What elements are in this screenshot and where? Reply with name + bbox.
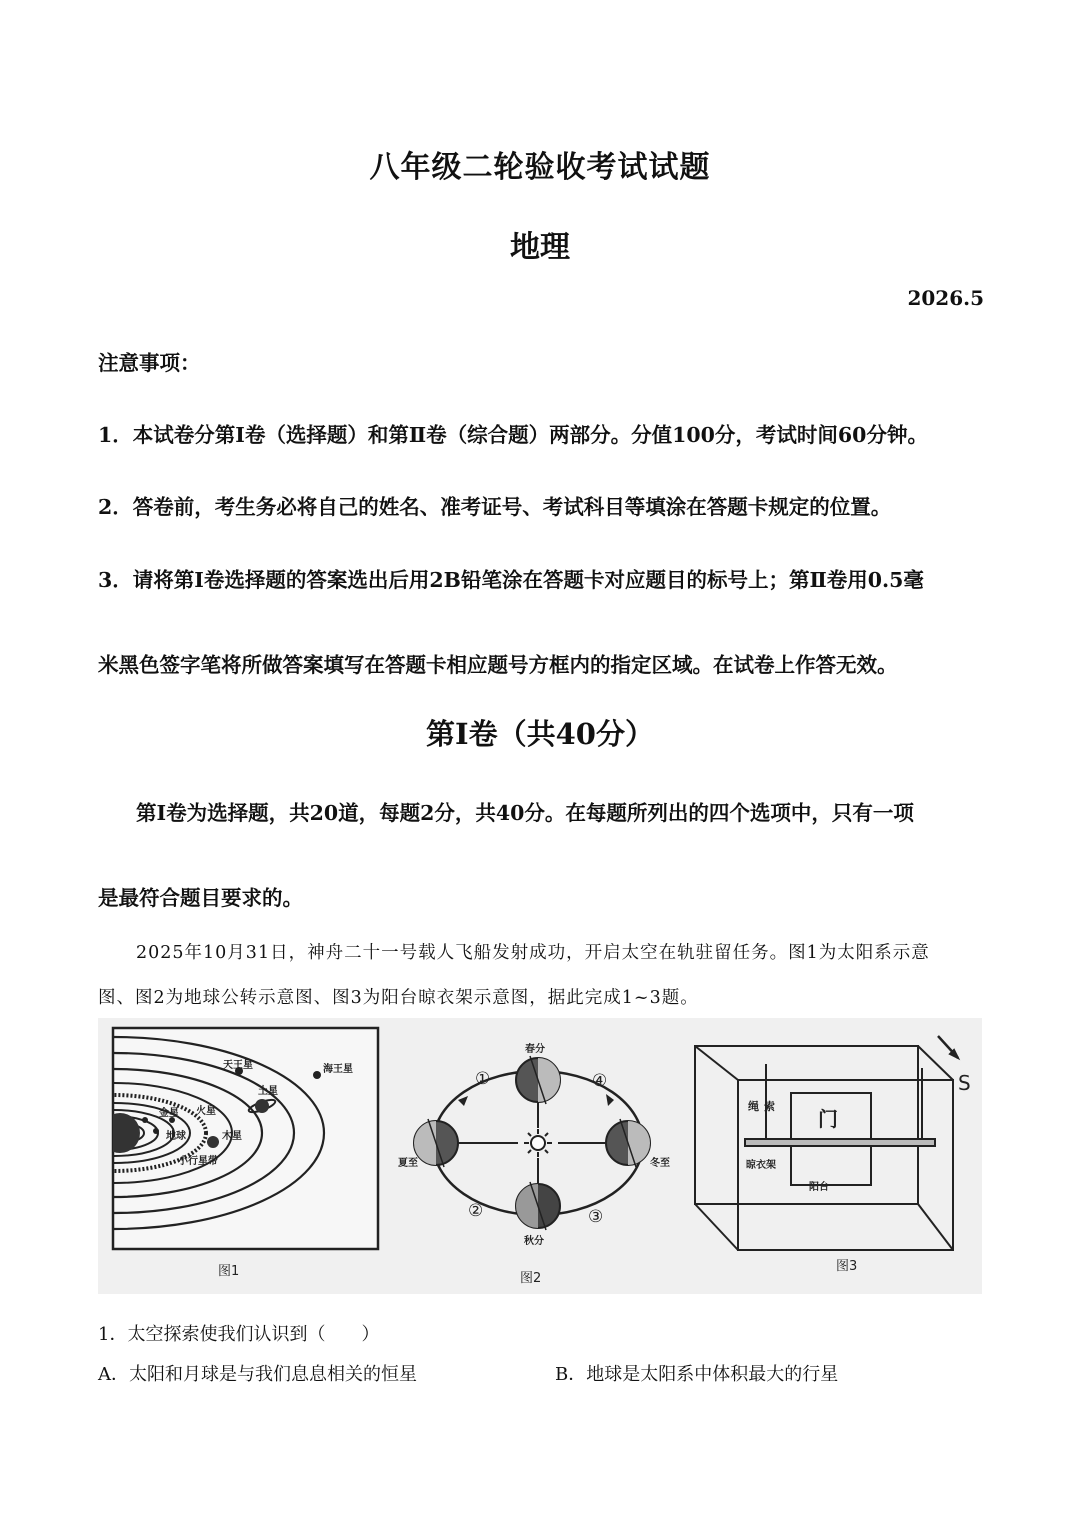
passage-line-2: 图、图2为地球公转示意图、图3为阳台晾衣架示意图，据此完成1~3题。 — [98, 988, 699, 1008]
question-1-stem: 1．太空探索使我们认识到（ ） — [98, 1324, 380, 1345]
orbit-arrow — [458, 1096, 468, 1106]
notice-item-3-cont: 米黑色签字笔将所做答案填写在答题卡相应题号方框内的指定区域。在试卷上作答无效。 — [98, 653, 898, 677]
notice-item-3: 3．请将第Ⅰ卷选择题的答案选出后用2B铅笔涂在答题卡对应题目的标号上；第Ⅱ卷用0.5毫 — [98, 568, 924, 592]
figure-1-caption: 图1 — [218, 1264, 240, 1279]
label-jupiter: 木星 — [222, 1131, 242, 1142]
earth-spring-equinox — [516, 1056, 560, 1104]
figure-1-solar-system — [98, 1028, 378, 1279]
label-drying-rack: 晾衣架 — [746, 1160, 776, 1171]
label-spring-equinox: 春分 — [525, 1044, 545, 1055]
earth-autumn-equinox — [516, 1182, 560, 1230]
label-door: 门 — [818, 1107, 838, 1131]
label-rope-1: 绳 — [748, 1100, 759, 1113]
saturn-dot — [255, 1099, 269, 1113]
marker-4: ④ — [592, 1071, 608, 1091]
drying-rack-pole — [745, 1139, 935, 1146]
exam-date: 2026.5 — [907, 286, 984, 310]
marker-3: ③ — [588, 1207, 604, 1227]
figures-strip — [98, 1018, 982, 1294]
section-intro-line-1: 第Ⅰ卷为选择题，共20道，每题2分，共40分。在每题所列出的四个选项中，只有一项 — [136, 801, 914, 825]
figure-3-balcony — [695, 1036, 958, 1250]
neptune-dot — [313, 1071, 321, 1079]
label-summer-solstice: 夏至 — [398, 1158, 418, 1169]
section-title: 第Ⅰ卷（共40分） — [426, 717, 654, 751]
subject-title: 地理 — [510, 230, 570, 265]
label-rope-2: 索 — [764, 1100, 775, 1113]
exam-title: 八年级二轮验收考试试题 — [369, 150, 711, 185]
orbit-arrow — [606, 1094, 614, 1106]
label-south: S — [958, 1071, 971, 1095]
passage-line-1: 2025年10月31日，神舟二十一号载人飞船发射成功，开启太空在轨驻留任务。图1为太阳系示意 — [136, 943, 930, 963]
label-saturn: 土星 — [258, 1086, 278, 1097]
earth-winter-solstice — [606, 1119, 650, 1167]
label-venus: 金星 — [159, 1108, 179, 1119]
figure-2-caption: 图2 — [520, 1271, 542, 1286]
label-mars: 火星 — [196, 1106, 216, 1117]
marker-1: ① — [475, 1069, 491, 1089]
figure-2-earth-revolution — [398, 1042, 670, 1286]
venus-dot — [142, 1117, 148, 1123]
notice-item-1: 1．本试卷分第Ⅰ卷（选择题）和第Ⅱ卷（综合题）两部分。分值100分，考试时间60分钟。 — [98, 423, 928, 447]
marker-2: ② — [468, 1201, 484, 1221]
section-intro-line-2: 是最符合题目要求的。 — [98, 886, 303, 910]
notice-item-2: 2．答卷前，考生务必将自己的姓名、准考证号、考试科目等填涂在答题卡规定的位置。 — [98, 495, 892, 519]
label-winter-solstice: 冬至 — [650, 1158, 670, 1169]
jupiter-dot — [207, 1136, 219, 1148]
label-autumn-equinox: 秋分 — [524, 1236, 544, 1247]
label-asteroid-belt: 小行星带 — [178, 1156, 218, 1167]
label-earth: 地球 — [166, 1131, 186, 1142]
earth-dot — [153, 1128, 159, 1134]
question-1-option-a: A．太阳和月球是与我们息息相关的恒星 — [98, 1364, 417, 1385]
earth-summer-solstice — [414, 1119, 458, 1167]
label-neptune: 海王星 — [323, 1064, 353, 1075]
figure-3-caption: 图3 — [836, 1259, 858, 1274]
label-uranus: 天王星 — [223, 1060, 253, 1071]
label-balcony: 阳台 — [809, 1182, 829, 1193]
figures-svg — [98, 1018, 982, 1294]
notice-heading: 注意事项： — [98, 351, 201, 375]
question-1-option-b: B．地球是太阳系中体积最大的行星 — [555, 1364, 839, 1385]
sun-icon — [524, 1129, 552, 1157]
